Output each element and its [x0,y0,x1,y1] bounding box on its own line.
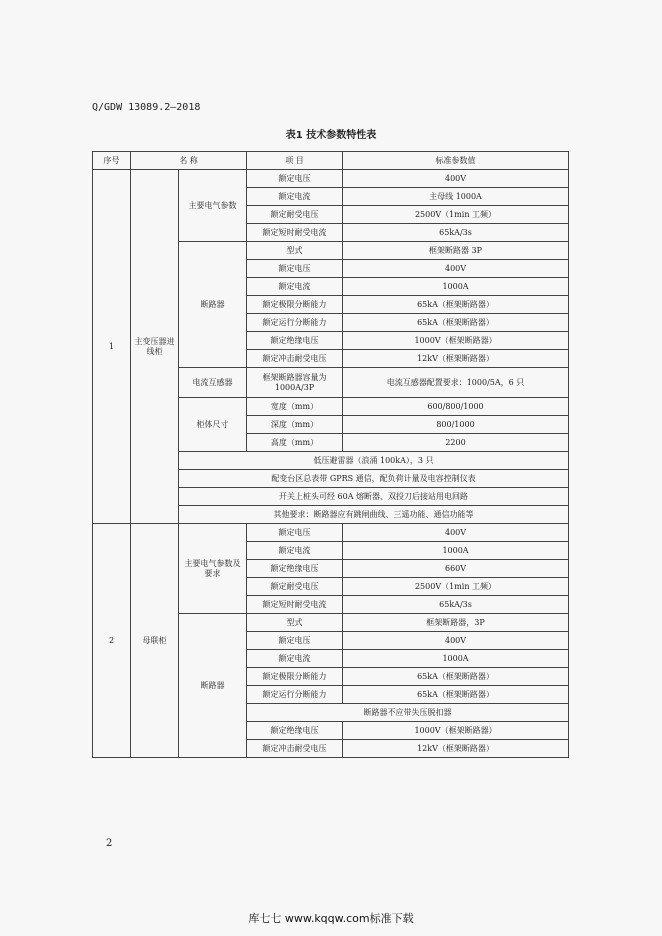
item-cell: 额定电压 [247,170,343,188]
item-cell: 额定短时耐受电流 [247,224,343,242]
item-cell: 额定冲击耐受电压 [247,350,343,368]
value-cell: 1000A [343,650,569,668]
value-cell: 12kV（框架断路器） [343,740,569,758]
page-number: 2 [106,838,113,849]
value-cell: 12kV（框架断路器） [343,350,569,368]
item-cell: 宽度（mm） [247,398,343,416]
item-cell: 额定耐受电压 [247,578,343,596]
item-cell: 型式 [247,614,343,632]
group-label-cell: 电流互感器 [179,368,247,398]
value-cell: 65kA/3s [343,596,569,614]
value-cell: 框架断路器 3P [343,242,569,260]
table-row [93,170,569,188]
table-row [93,524,569,542]
item-cell: 额定耐受电压 [247,206,343,224]
value-cell: 400V [343,524,569,542]
value-cell: 电流互感器配置要求：1000/5A，6 只 [343,368,569,398]
header-name: 名 称 [131,152,247,170]
item-cell: 额定运行分断能力 [247,686,343,704]
group-label-cell: 主要电气参数 [179,170,247,242]
value-cell: 660V [343,560,569,578]
group-label-cell: 主要电气参数及要求 [179,524,247,614]
note-cell: 低压避雷器（浪涌 100kA），3 只 [179,452,569,470]
spec-table [92,151,569,758]
cabinet-name-cell: 主变压器进线柜 [131,170,179,524]
value-cell: 框架断路器，3P [343,614,569,632]
value-cell: 65kA（框架断路器） [343,296,569,314]
seq-cell: 2 [93,524,131,758]
note-cell: 断路器不应带失压脱扣器 [247,704,569,722]
cabinet-name-cell: 母联柜 [131,524,179,758]
item-cell: 额定绝缘电压 [247,332,343,350]
item-cell: 额定电压 [247,632,343,650]
item-cell: 额定短时耐受电流 [247,596,343,614]
value-cell: 主母线 1000A [343,188,569,206]
value-cell: 65kA（框架断路器） [343,686,569,704]
watermark-footer: 库七七 www.kqqw.com标准下载 [248,912,414,925]
item-cell: 高度（mm） [247,434,343,452]
item-cell: 额定运行分断能力 [247,314,343,332]
value-cell: 65kA（框架断路器） [343,668,569,686]
header-value: 标准参数值 [343,152,569,170]
value-cell: 65kA/3s [343,224,569,242]
value-cell: 2500V（1min 工频） [343,206,569,224]
document-id: Q/GDW 13089.2—2018 [92,102,201,113]
item-cell: 额定电压 [247,524,343,542]
value-cell: 2200 [343,434,569,452]
header-item: 项 目 [247,152,343,170]
item-cell: 深度（mm） [247,416,343,434]
table-header-row [93,152,569,170]
note-cell: 配变台区总表带 GPRS 通信，配负荷计量及电容控制仪表 [179,470,569,488]
header-seq: 序号 [93,152,131,170]
item-cell: 额定电流 [247,188,343,206]
value-cell: 400V [343,632,569,650]
seq-cell: 1 [93,170,131,524]
group-label-cell: 断路器 [179,242,247,368]
value-cell: 1000A [343,278,569,296]
value-cell: 400V [343,260,569,278]
item-cell: 额定电流 [247,650,343,668]
item-cell: 额定冲击耐受电压 [247,740,343,758]
value-cell: 65kA（框架断路器） [343,314,569,332]
item-cell: 额定极限分断能力 [247,296,343,314]
item-cell: 额定绝缘电压 [247,560,343,578]
table-caption: 表1 技术参数特性表 [285,130,377,141]
value-cell: 600/800/1000 [343,398,569,416]
item-cell: 额定绝缘电压 [247,722,343,740]
item-cell: 额定极限分断能力 [247,668,343,686]
value-cell: 1000V（框架断路器） [343,332,569,350]
group-label-cell: 柜体尺寸 [179,398,247,452]
item-cell: 额定电流 [247,542,343,560]
note-cell: 开关上桩头可经 60A 熔断器、双投刀后接站用电回路 [179,488,569,506]
item-cell: 框架断路器容量为1000A/3P [247,368,343,398]
note-cell: 其他要求：断路器应有跳闸曲线、三遥功能、通信功能等 [179,506,569,524]
value-cell: 1000A [343,542,569,560]
value-cell: 800/1000 [343,416,569,434]
item-cell: 型式 [247,242,343,260]
item-cell: 额定电压 [247,260,343,278]
value-cell: 400V [343,170,569,188]
value-cell: 1000V（框架断路器） [343,722,569,740]
item-cell: 额定电流 [247,278,343,296]
value-cell: 2500V（1min 工频） [343,578,569,596]
group-label-cell: 断路器 [179,614,247,758]
